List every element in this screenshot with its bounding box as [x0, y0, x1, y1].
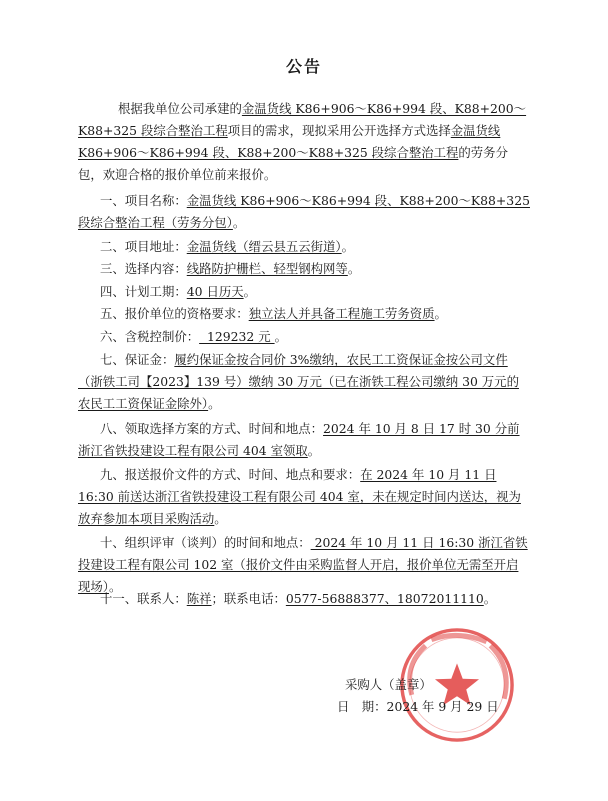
item-deposit: 七、保证金：履约保证金按合同价 3%缴纳，农民工工资保证金按公司文件（浙铁工司【2023】139 号）缴纳 30 万元（已在浙铁工程公司缴纳 30 万元的农民工工资保证金除外）。: [78, 352, 519, 411]
item-review: 十、组织评审（谈判）的时间和地点： 2024 年 10 月 11 日 16:30 浙江省铁投建设工程有限公司 102 室（报价文件由采购监督人开启，报价单位无需至开启现场）。: [78, 535, 528, 594]
item-selection-content: 三、选择内容：线路防护栅栏、轻型钢构网等。: [100, 261, 361, 276]
item-contact: 十一、联系人：陈祥；联系电话：0577-56888377、18072011110。: [100, 591, 497, 606]
purchaser-label: 采购人（盖章）: [345, 677, 432, 692]
item-project-address: 二、项目地址：金温货线（缙云县五云街道）。: [100, 239, 355, 254]
signature-date: 日 期：2024 年 9 月 29 日: [337, 699, 499, 714]
item-project-name: 一、项目名称：金温货线 K86+906～K86+994 段、K88+200～K88+325 段综合整治工程（劳务分包）。: [78, 193, 530, 230]
item-schedule: 四、计划工期：40 日历天。: [100, 284, 257, 299]
page-title: 公告: [285, 57, 322, 76]
item-qualification: 五、报价单位的资格要求：独立法人并具备工程施工劳务资质。: [100, 306, 447, 321]
item-submission: 九、报送报价文件的方式、时间、地点和要求：在 2024 年 10 月 11 日 16:30 前送达浙江省铁投建设工程有限公司 404 室，未在规定时间内送达，视为放弃参加本项目采购活动。: [78, 467, 521, 526]
item-price-cap: 六、含税控制价： 129232 元 。: [100, 329, 287, 344]
item-collection: 八、领取选择方案的方式、时间和地点：2024 年 10 月 8 日 17 时 30 分前浙江省铁投建设工程有限公司 404 室领取。: [78, 421, 520, 458]
intro-paragraph: 根据我单位公司承建的金温货线 K86+906～K86+994 段、K88+200～K88+325 段综合整治工程项目的需求，现拟采用公开选择方式选择金温货线 K86+906～K86+994 段、K88+200～K88+325 段综合整治工程的劳务分包，欢迎合格的报价单位前来报价。: [78, 101, 527, 182]
